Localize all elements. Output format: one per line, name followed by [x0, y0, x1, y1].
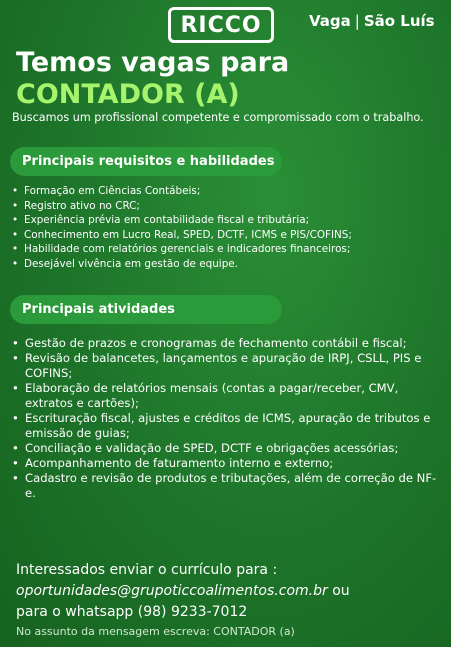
activities-heading — [10, 295, 282, 324]
requirements-heading-text: Principais requisitos e habilidades — [22, 154, 275, 169]
ricco-logo — [168, 7, 274, 43]
contact-whatsapp: para o whatsapp (98) 9233-7012 — [16, 604, 248, 620]
requirement-item: • Desejável vivência em gestão de equipe. — [12, 257, 442, 272]
vaga-separator: | — [354, 12, 360, 30]
activity-item: • Escrituração fiscal, ajustes e créditos de ICMS, apuração de tributos e emissão de guias; — [12, 411, 440, 441]
requirement-item: • Registro ativo no CRC; — [12, 199, 442, 214]
requirements-heading — [10, 147, 282, 176]
logo-text: RICCO — [180, 12, 262, 38]
subject-instruction: No assunto da mensagem escreva: CONTADOR (a) — [16, 625, 295, 638]
job-title: CONTADOR (A) — [16, 79, 240, 110]
requirements-list — [12, 184, 442, 272]
requirement-item: • Conhecimento em Lucro Real, SPED, DCTF, ICMS e PIS/COFINS; — [12, 228, 442, 243]
contact-email-line — [16, 583, 350, 599]
activity-item: • Conciliação e validação de SPED, DCTF e obrigações acessórias; — [12, 441, 440, 456]
activity-item: • Revisão de balancetes, lançamentos e apuração de IRPJ, CSLL, PIS e COFINS; — [12, 351, 440, 381]
requirement-item: • Experiência prévia em contabilidade fiscal e tributária; — [12, 213, 442, 228]
requirement-item: • Formação em Ciências Contábeis; — [12, 184, 442, 199]
activities-list — [12, 336, 440, 501]
contact-or: ou — [332, 583, 350, 599]
vaga-location — [309, 12, 435, 30]
contact-intro: Interessados enviar o currículo para : — [16, 562, 278, 578]
requirement-item: • Habilidade com relatórios gerenciais e indicadores financeiros; — [12, 242, 442, 257]
contact-email: oportunidades@grupoticcoalimentos.com.br — [16, 583, 328, 599]
activity-item: • Cadastro e revisão de produtos e tributações, além de correção de NF-e. — [12, 471, 440, 501]
vaga-label: Vaga — [309, 12, 351, 30]
location-label: São Luís — [363, 12, 435, 30]
activity-item: • Gestão de prazos e cronogramas de fechamento contábil e fiscal; — [12, 336, 440, 351]
page-title: Temos vagas para — [16, 47, 290, 78]
activities-heading-text: Principais atividades — [22, 302, 175, 317]
intro-text: Buscamos um profissional competente e compromissado com o trabalho. — [12, 111, 424, 124]
activity-item: • Acompanhamento de faturamento interno e externo; — [12, 456, 440, 471]
activity-item: • Elaboração de relatórios mensais (contas a pagar/receber, CMV, extratos e cartões); — [12, 381, 440, 411]
